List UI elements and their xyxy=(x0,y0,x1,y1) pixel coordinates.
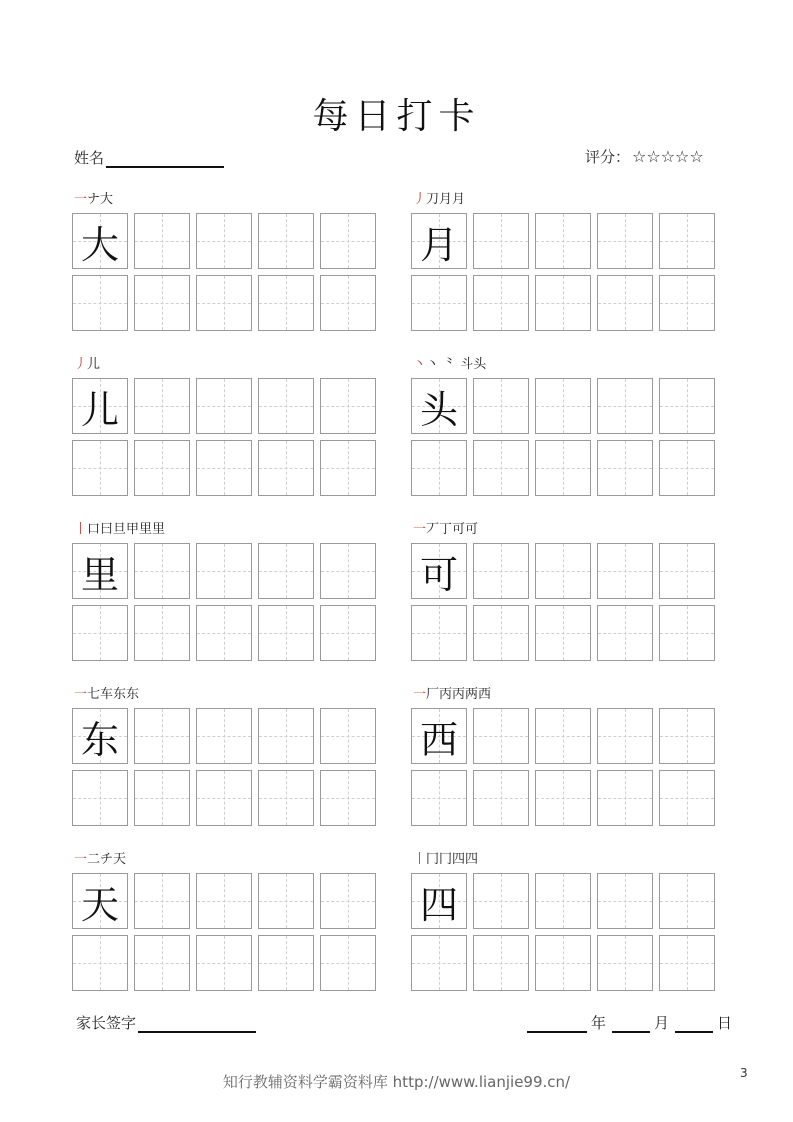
writing-cell[interactable] xyxy=(659,873,715,929)
source-footer: 知行教辅资料学霸资料库 http://www.lianjie99.cn/ xyxy=(222,1073,571,1091)
stroke-order-first: 一 xyxy=(74,852,88,867)
writing-cell[interactable] xyxy=(659,605,715,661)
model-character: 大 xyxy=(80,222,119,267)
grid-row xyxy=(411,378,715,434)
writing-cell[interactable] xyxy=(597,378,653,434)
writing-cell[interactable] xyxy=(134,213,190,269)
writing-cell[interactable] xyxy=(72,770,128,826)
stroke-order-rest: 刀月月 xyxy=(426,192,466,207)
writing-cell[interactable] xyxy=(597,213,653,269)
signature-blank-line[interactable] xyxy=(138,1011,256,1033)
grid-row xyxy=(411,770,715,826)
stroke-order xyxy=(74,518,165,538)
stroke-order-first: 丨 xyxy=(413,852,427,867)
writing-cell[interactable] xyxy=(473,440,529,496)
writing-cell[interactable] xyxy=(535,543,591,599)
writing-cell[interactable] xyxy=(72,605,128,661)
writing-cell[interactable] xyxy=(411,440,467,496)
writing-cell[interactable] xyxy=(320,708,376,764)
star-rating-icons[interactable]: ☆☆☆☆☆ xyxy=(632,147,704,166)
parent-sign-label: 家长签字 xyxy=(76,1014,137,1032)
name-label: 姓名 xyxy=(74,149,105,167)
stroke-order-rest: 冂冂四四 xyxy=(426,852,479,867)
writing-cell[interactable] xyxy=(258,935,314,991)
writing-cell[interactable] xyxy=(659,543,715,599)
grid-row xyxy=(411,873,715,929)
stroke-order-rest: 七车东东 xyxy=(87,687,140,702)
writing-cell[interactable] xyxy=(473,378,529,434)
writing-cell[interactable] xyxy=(473,605,529,661)
day-blank-line[interactable] xyxy=(675,1011,713,1033)
writing-cell[interactable] xyxy=(473,873,529,929)
writing-cell[interactable] xyxy=(72,440,128,496)
stroke-order xyxy=(413,188,465,208)
writing-cell[interactable] xyxy=(258,543,314,599)
model-character: 可 xyxy=(419,552,458,597)
writing-cell[interactable] xyxy=(411,543,467,599)
writing-cell[interactable] xyxy=(196,605,252,661)
writing-cell[interactable] xyxy=(258,708,314,764)
writing-cell[interactable] xyxy=(597,543,653,599)
grid-row xyxy=(72,873,376,929)
writing-cell[interactable] xyxy=(258,770,314,826)
writing-cell[interactable] xyxy=(320,605,376,661)
writing-cell[interactable] xyxy=(320,770,376,826)
writing-cell[interactable] xyxy=(411,213,467,269)
writing-cell[interactable] xyxy=(659,440,715,496)
writing-cell[interactable] xyxy=(473,770,529,826)
writing-cell[interactable] xyxy=(196,275,252,331)
day-label: 日 xyxy=(717,1014,733,1032)
writing-cell[interactable] xyxy=(473,935,529,991)
grid-row xyxy=(72,440,376,496)
writing-cell[interactable] xyxy=(659,275,715,331)
writing-cell[interactable] xyxy=(535,873,591,929)
stroke-order-first: 丶 xyxy=(413,357,427,372)
writing-cell[interactable] xyxy=(535,770,591,826)
year-label: 年 xyxy=(591,1014,607,1032)
writing-cell[interactable] xyxy=(72,275,128,331)
writing-cell[interactable] xyxy=(659,770,715,826)
stroke-order xyxy=(413,518,478,538)
writing-cell[interactable] xyxy=(473,213,529,269)
writing-cell[interactable] xyxy=(411,378,467,434)
writing-cell[interactable] xyxy=(134,378,190,434)
stroke-order-first: 丨 xyxy=(74,522,88,537)
writing-cell[interactable] xyxy=(411,708,467,764)
writing-cell[interactable] xyxy=(196,770,252,826)
writing-cell[interactable] xyxy=(258,378,314,434)
grid-row xyxy=(411,213,715,269)
writing-cell[interactable] xyxy=(659,378,715,434)
writing-cell[interactable] xyxy=(258,275,314,331)
writing-cell[interactable] xyxy=(597,770,653,826)
writing-cell[interactable] xyxy=(134,770,190,826)
writing-cell[interactable] xyxy=(72,543,128,599)
model-character: 天 xyxy=(80,882,119,927)
writing-cell[interactable] xyxy=(411,605,467,661)
writing-cell[interactable] xyxy=(320,935,376,991)
grid-row xyxy=(411,440,715,496)
writing-cell[interactable] xyxy=(72,213,128,269)
writing-cell[interactable] xyxy=(535,378,591,434)
stroke-order-rest: 丶 ⺀ 斗头 xyxy=(426,357,487,372)
writing-cell[interactable] xyxy=(320,275,376,331)
grid-row xyxy=(411,543,715,599)
writing-cell[interactable] xyxy=(134,605,190,661)
writing-cell[interactable] xyxy=(411,275,467,331)
writing-cell[interactable] xyxy=(597,935,653,991)
name-field-row xyxy=(74,146,224,168)
stroke-order-rest: 口曰旦甲里里 xyxy=(87,522,166,537)
stroke-order-rest: 儿 xyxy=(87,357,101,372)
writing-cell[interactable] xyxy=(320,378,376,434)
grid-row xyxy=(72,275,376,331)
writing-cell[interactable] xyxy=(72,935,128,991)
model-character: 里 xyxy=(80,552,119,597)
stroke-order xyxy=(74,848,126,868)
writing-cell[interactable] xyxy=(196,440,252,496)
writing-cell[interactable] xyxy=(134,275,190,331)
grid-row xyxy=(72,213,376,269)
stroke-order-rest: ナ大 xyxy=(87,192,114,207)
date-row xyxy=(527,1011,732,1033)
writing-cell[interactable] xyxy=(72,708,128,764)
writing-cell[interactable] xyxy=(473,543,529,599)
writing-cell[interactable] xyxy=(134,708,190,764)
stroke-order-first: 一 xyxy=(413,687,427,702)
stroke-order-rest: 丆丁可可 xyxy=(426,522,479,537)
writing-cell[interactable] xyxy=(258,440,314,496)
stroke-order xyxy=(74,683,139,703)
writing-cell[interactable] xyxy=(473,708,529,764)
writing-cell[interactable] xyxy=(597,275,653,331)
stroke-order-first: 丿 xyxy=(413,192,427,207)
writing-cell[interactable] xyxy=(134,543,190,599)
writing-cell[interactable] xyxy=(320,440,376,496)
writing-cell[interactable] xyxy=(258,213,314,269)
year-blank-line[interactable] xyxy=(527,1011,587,1033)
writing-cell[interactable] xyxy=(196,935,252,991)
writing-cell[interactable] xyxy=(535,275,591,331)
grid-row xyxy=(72,378,376,434)
grid-row xyxy=(72,935,376,991)
writing-cell[interactable] xyxy=(320,543,376,599)
month-label: 月 xyxy=(654,1014,670,1032)
model-character: 东 xyxy=(80,717,119,762)
writing-cell[interactable] xyxy=(597,440,653,496)
stroke-order-first: 一 xyxy=(74,687,88,702)
writing-cell[interactable] xyxy=(411,935,467,991)
writing-cell[interactable] xyxy=(659,213,715,269)
writing-cell[interactable] xyxy=(597,873,653,929)
parent-signature-row xyxy=(76,1011,256,1033)
writing-cell[interactable] xyxy=(320,213,376,269)
writing-cell[interactable] xyxy=(597,708,653,764)
writing-cell[interactable] xyxy=(535,935,591,991)
writing-cell[interactable] xyxy=(134,440,190,496)
writing-cell[interactable] xyxy=(320,873,376,929)
writing-cell[interactable] xyxy=(134,873,190,929)
score-label: 评分： xyxy=(585,148,631,166)
model-character: 儿 xyxy=(80,387,119,432)
page-title: 每日打卡 xyxy=(312,96,481,137)
writing-cell[interactable] xyxy=(196,543,252,599)
month-blank-line[interactable] xyxy=(612,1011,650,1033)
writing-cell[interactable] xyxy=(196,378,252,434)
stroke-order-rest: 厂丙丙两西 xyxy=(426,687,492,702)
writing-cell[interactable] xyxy=(258,873,314,929)
grid-row xyxy=(72,605,376,661)
name-blank-line[interactable] xyxy=(106,146,224,168)
writing-cell[interactable] xyxy=(196,708,252,764)
writing-cell[interactable] xyxy=(659,708,715,764)
stroke-order xyxy=(413,683,491,703)
writing-cell[interactable] xyxy=(258,605,314,661)
grid-row xyxy=(72,543,376,599)
grid-row xyxy=(72,770,376,826)
writing-cell[interactable] xyxy=(659,935,715,991)
writing-cell[interactable] xyxy=(72,873,128,929)
writing-cell[interactable] xyxy=(196,213,252,269)
writing-cell[interactable] xyxy=(597,605,653,661)
page-number: 3 xyxy=(740,1066,748,1080)
writing-cell[interactable] xyxy=(535,440,591,496)
score-row xyxy=(585,146,704,167)
writing-cell[interactable] xyxy=(535,605,591,661)
model-character: 头 xyxy=(419,387,458,432)
model-character: 西 xyxy=(419,717,458,762)
stroke-order-first: 丿 xyxy=(74,357,88,372)
stroke-order xyxy=(74,353,100,373)
grid-row xyxy=(411,605,715,661)
writing-cell[interactable] xyxy=(196,873,252,929)
writing-cell[interactable] xyxy=(411,873,467,929)
writing-cell[interactable] xyxy=(473,275,529,331)
model-character: 四 xyxy=(419,882,458,927)
stroke-order-rest: 二チ天 xyxy=(87,852,127,867)
writing-cell[interactable] xyxy=(535,213,591,269)
model-character: 月 xyxy=(419,222,458,267)
grid-row xyxy=(411,275,715,331)
writing-cell[interactable] xyxy=(535,708,591,764)
stroke-order-first: 一 xyxy=(74,192,88,207)
grid-row xyxy=(72,708,376,764)
stroke-order xyxy=(413,353,486,373)
writing-cell[interactable] xyxy=(134,935,190,991)
grid-row xyxy=(411,935,715,991)
writing-cell[interactable] xyxy=(411,770,467,826)
stroke-order-first: 一 xyxy=(413,522,427,537)
writing-cell[interactable] xyxy=(72,378,128,434)
grid-row xyxy=(411,708,715,764)
stroke-order xyxy=(413,848,478,868)
stroke-order xyxy=(74,188,113,208)
